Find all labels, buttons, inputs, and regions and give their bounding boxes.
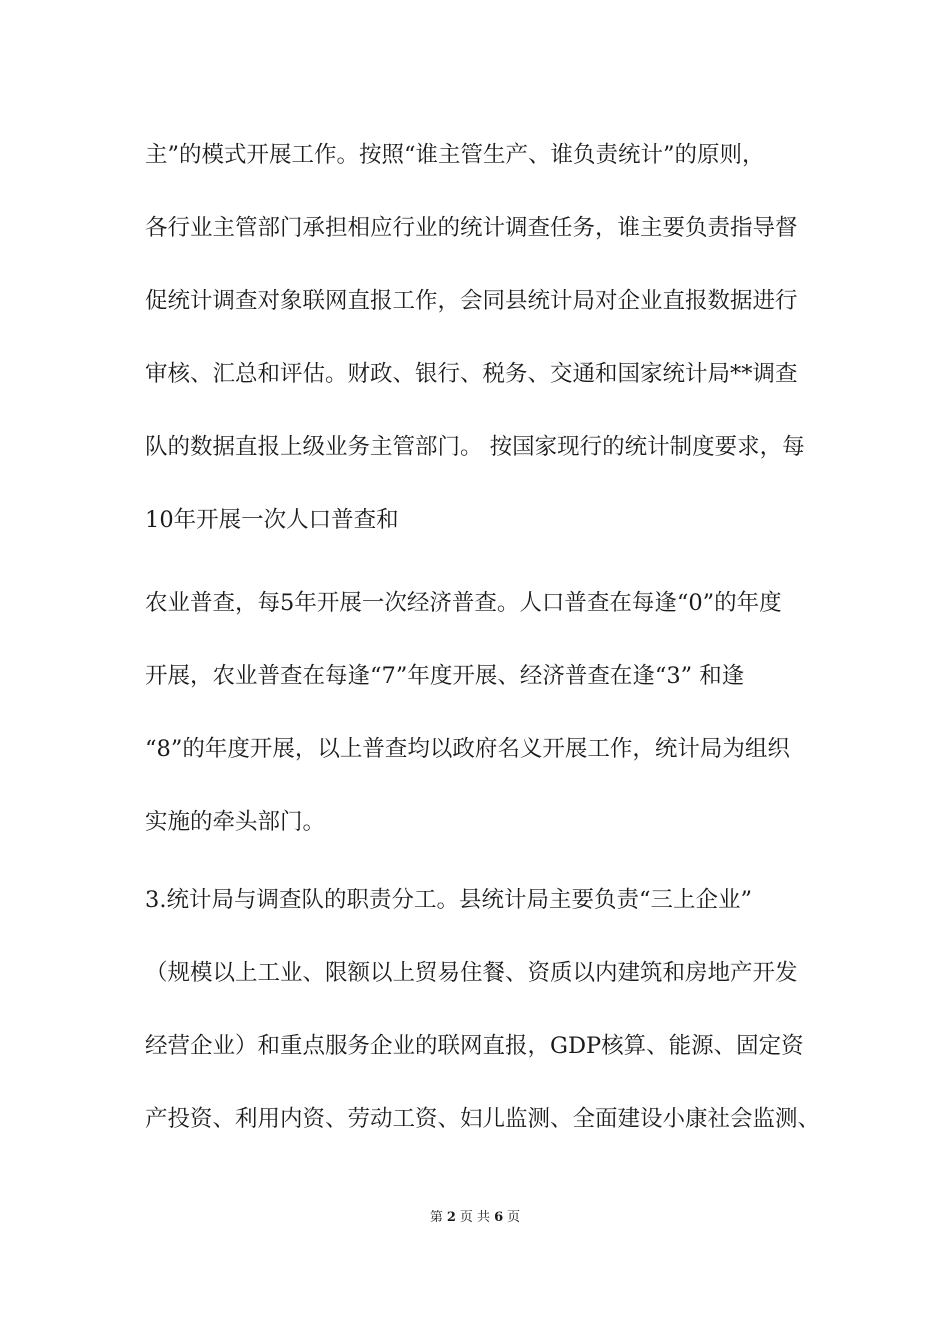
body-line-8: 开展，农业普查在每逢“7”年度开展、经济普查在逢“3” 和逢 [145,663,745,689]
body-line-9: “8”的年度开展，以上普查均以政府名义开展工作，统计局为组织 [145,736,790,762]
body-line-2: 各行业主管部门承担相应行业的统计调查任务，谁主要负责指导督 [145,215,798,241]
body-line-5: 队的数据直报上级业务主管部门。 按国家现行的统计制度要求，每 [145,434,805,460]
body-line-3: 促统计调查对象联网直报工作，会同县统计局对企业直报数据进行 [145,288,798,314]
footer-middle: 页 共 [459,1210,491,1225]
body-line-7: 农业普查，每5年开展一次经济普查。人口普查在每逢“0”的年度 [145,590,782,616]
body-line-10: 实施的牵头部门。 [145,809,326,835]
footer-suffix: 页 [507,1210,521,1225]
body-line-14: 产投资、利用内资、劳动工资、妇儿监测、全面建设小康社会监测、 [145,1106,821,1132]
body-line-13: 经营企业）和重点服务企业的联网直报，GDP核算、能源、固定资 [145,1033,804,1059]
body-line-12: （规模以上工业、限额以上贸易住餐、资质以内建筑和房地产开发 [145,960,798,986]
page-footer [0,1206,950,1225]
body-line-4: 审核、汇总和评估。财政、银行、税务、交通和国家统计局**调查 [145,361,798,387]
current-page-number: 2 [446,1210,456,1225]
body-line-1: 主”的模式开展工作。按照“谁主管生产、谁负责统计”的原则， [145,142,765,168]
footer-prefix: 第 [429,1210,443,1225]
body-line-11: 3.统计局与调查队的职责分工。县统计局主要负责“三上企业” [145,887,752,913]
body-line-6: 10年开展一次人口普查和 [145,507,399,533]
total-pages-number: 6 [494,1210,504,1225]
